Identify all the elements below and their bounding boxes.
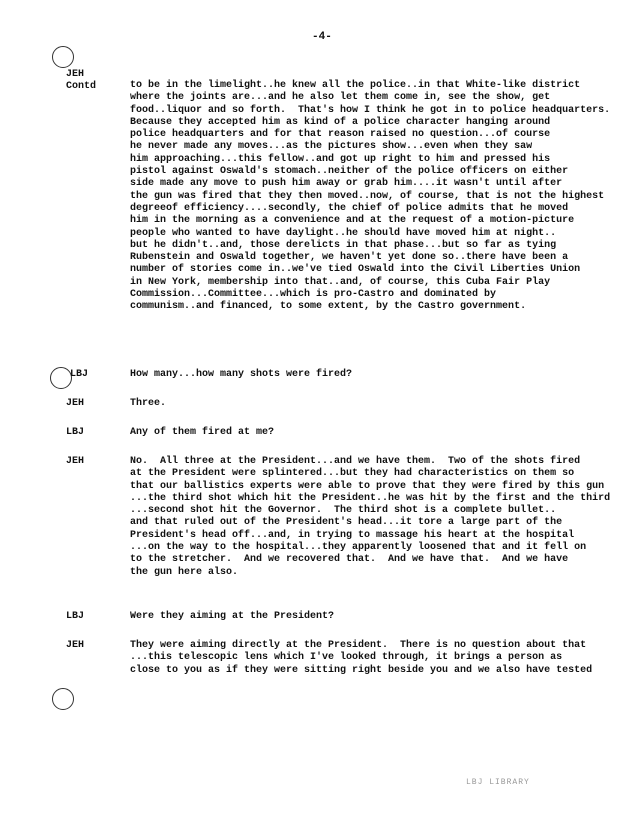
transcript-paragraph: They were aiming directly at the President. There is no question about that ...this telescopic lens which I've looked through, it brings a person as close to you as if they were sitting right beside you and we also have tested	[130, 640, 593, 676]
speaker-label: LBJ	[66, 611, 85, 622]
punch-hole-icon	[52, 688, 74, 710]
speaker-label: JEH	[66, 640, 85, 651]
library-stamp: LBJ LIBRARY	[466, 778, 530, 787]
punch-hole-icon	[50, 367, 72, 389]
transcript-paragraph: Three.	[130, 398, 167, 409]
transcript-paragraph: to be in the limelight..he knew all the police..in that White-like district where the joints are...and he also let them come in, see the show, get food..liquor and so forth. That's how I think he got in to police headquarters. Because they accepted him as kind of a police character hanging around police headquarters and for that reason raised no question...of course he never made any moves...as the pictures show...even when they saw him approaching...this fellow..and got up right to him and pressed his pistol against Oswald's stomach..neither of the police officers on either side made any move to push him away or grab him....it wasn't until after the gun was fired that they then moved..now, of course, that is not the highest degreeof efficiency....secondly, the chief of police admits that he moved him in the morning as a convenience and at the request of a motion-picture people who wanted to have daylight..he should have moved him at night.. but he didn't..and, those derelicts in that phase...but so far as tying Rubenstein and Oswald together, we haven't yet done so..there have been a number of stories come in..we've tied Oswald into the Civil Liberties Union in New York, membership into that..and, of course, this Cuba Fair Play Commission...Committee...which is pro-Castro and dominated by communism..and financed, to some extent, by the Castro government.	[130, 80, 611, 313]
speaker-continued-note: Contd	[66, 81, 97, 92]
transcript-paragraph: Any of them fired at me?	[130, 427, 275, 438]
punch-hole-icon	[52, 46, 74, 68]
page-number: -4-	[312, 31, 332, 43]
speaker-label: LBJ	[70, 369, 89, 380]
transcript-paragraph: How many...how many shots were fired?	[130, 369, 353, 380]
speaker-label: JEH	[66, 456, 85, 467]
transcript-paragraph: No. All three at the President...and we have them. Two of the shots fired at the President were splintered...but they had characteristics on them so that our ballistics experts were able to prove that they were fired by this gun ...the third shot which hit the President..he was hit by the first and the third ...second shot hit the Governor. The third shot is a complete bullet.. and that ruled out of the President's head...it tore a large part of the President's head off...and, in trying to massage his heart at the hospital ...on the way to the hospital...they apparently loosened that and it fell on to the stretcher. And we recovered that. And we have that. And we have the gun here also.	[130, 456, 611, 578]
speaker-label: LBJ	[66, 427, 85, 438]
transcript-paragraph: Were they aiming at the President?	[130, 611, 335, 622]
speaker-label: JEH	[66, 398, 85, 409]
speaker-label: JEH	[66, 69, 85, 80]
